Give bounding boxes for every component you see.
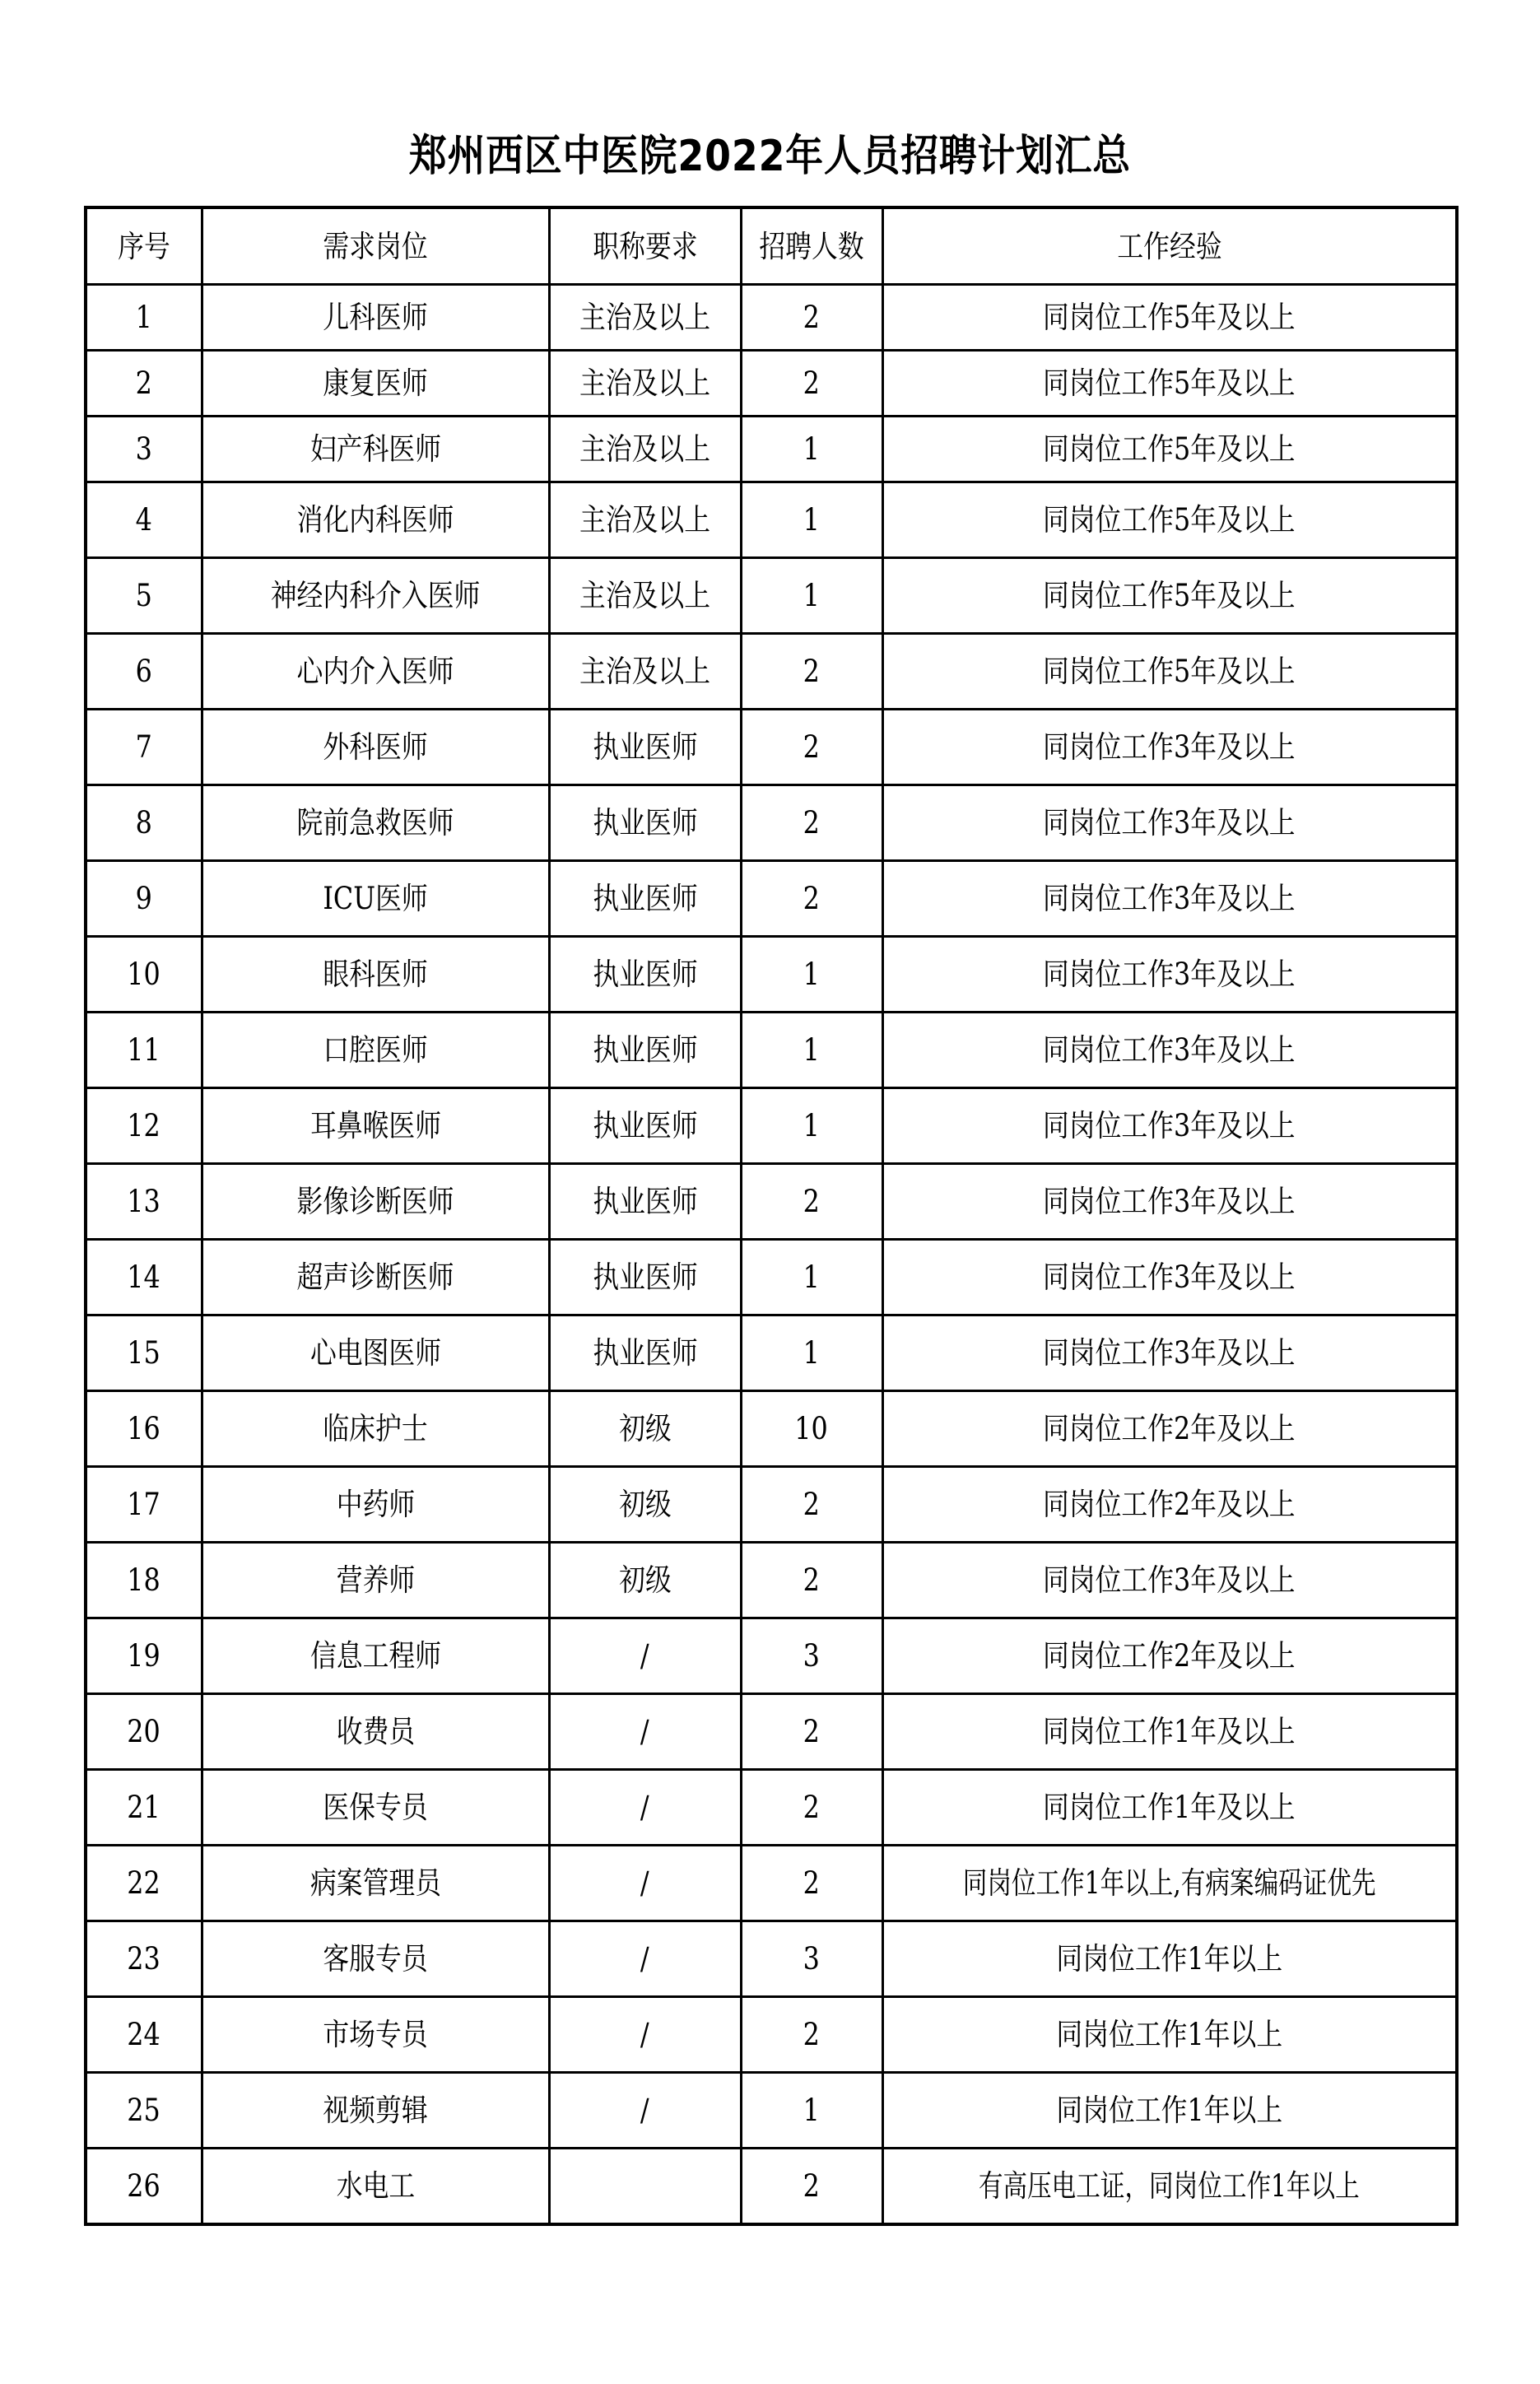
table-row (86, 1618, 1457, 1694)
cell-experience-text: 同岗位工作3年及以上 (1043, 1108, 1296, 1143)
table-row (86, 1391, 1457, 1467)
cell-title-requirement-text: 初级 (618, 1411, 672, 1446)
cell-no-text: 20 (127, 1714, 161, 1749)
header-no (86, 207, 202, 285)
cell-no (86, 710, 202, 785)
cell-position-text: 口腔医师 (323, 1032, 428, 1068)
cell-experience-text: 有高压电工证，同岗位工作1年以上 (979, 2168, 1361, 2204)
cell-experience (882, 861, 1457, 937)
cell-position (202, 1618, 549, 1694)
table-row (86, 1694, 1457, 1770)
cell-headcount (741, 1846, 882, 1921)
cell-headcount-text: 2 (803, 2017, 821, 2052)
cell-headcount (741, 558, 882, 634)
cell-no-text: 19 (127, 1638, 161, 1674)
cell-position (202, 710, 549, 785)
cell-headcount-text: 2 (803, 1184, 821, 1219)
table-row (86, 861, 1457, 937)
cell-title-requirement-text: 主治及以上 (579, 300, 711, 335)
cell-headcount (741, 710, 882, 785)
cell-experience (882, 482, 1457, 558)
cell-no-text: 26 (127, 2168, 161, 2204)
cell-position (202, 558, 549, 634)
cell-position (202, 1240, 549, 1315)
cell-position (202, 285, 549, 351)
cell-no-text: 9 (135, 881, 152, 916)
cell-position-text: 临床护士 (323, 1411, 428, 1446)
cell-title-requirement (549, 417, 741, 482)
cell-experience (882, 1997, 1457, 2073)
cell-headcount (741, 1164, 882, 1240)
cell-experience (882, 1694, 1457, 1770)
cell-no-text: 25 (127, 2093, 161, 2128)
cell-no (86, 861, 202, 937)
cell-position-text: 视频剪辑 (323, 2093, 428, 2128)
cell-headcount-text: 1 (803, 1032, 821, 1068)
cell-title-requirement-text: / (640, 1638, 649, 1674)
cell-no (86, 285, 202, 351)
cell-experience-text: 同岗位工作3年及以上 (1043, 1260, 1296, 1295)
cell-position (202, 2073, 549, 2149)
cell-headcount (741, 937, 882, 1013)
cell-title-requirement (549, 1467, 741, 1543)
cell-experience-text: 同岗位工作1年以上,有病案编码证优先 (962, 1865, 1376, 1901)
cell-no (86, 1315, 202, 1391)
cell-no-text: 24 (127, 2017, 161, 2052)
cell-no (86, 1846, 202, 1921)
table-row (86, 482, 1457, 558)
cell-headcount (741, 2073, 882, 2149)
cell-position-text: 市场专员 (323, 2017, 428, 2052)
cell-headcount-text: 2 (803, 1714, 821, 1749)
header-title-requirement (549, 207, 741, 285)
cell-title-requirement (549, 710, 741, 785)
cell-position-text: 医保专员 (323, 1790, 428, 1825)
cell-no (86, 1467, 202, 1543)
cell-no-text: 17 (127, 1487, 161, 1522)
cell-headcount-text: 1 (803, 1260, 821, 1295)
cell-position-text: 收费员 (336, 1714, 415, 1749)
cell-experience (882, 1770, 1457, 1846)
cell-title-requirement-text: 主治及以上 (579, 431, 711, 467)
cell-no (86, 634, 202, 710)
cell-title-requirement (549, 2149, 741, 2225)
cell-experience-text: 同岗位工作5年及以上 (1043, 654, 1296, 689)
cell-experience-text: 同岗位工作2年及以上 (1043, 1638, 1296, 1674)
cell-no (86, 2149, 202, 2225)
cell-position (202, 1467, 549, 1543)
cell-title-requirement (549, 482, 741, 558)
cell-no (86, 1391, 202, 1467)
cell-no-text: 4 (135, 502, 152, 538)
cell-no-text: 6 (135, 654, 152, 689)
recruitment-plan-table (84, 206, 1459, 2226)
table-row (86, 558, 1457, 634)
cell-title-requirement-text: 执业医师 (592, 1108, 698, 1143)
cell-no-text: 1 (135, 300, 152, 335)
cell-position-text: 心内介入医师 (296, 654, 454, 689)
cell-experience (882, 2073, 1457, 2149)
cell-position (202, 785, 549, 861)
table-row (86, 634, 1457, 710)
cell-headcount-text: 2 (803, 300, 821, 335)
cell-position-text: 妇产科医师 (309, 431, 441, 467)
cell-no (86, 1240, 202, 1315)
cell-headcount-text: 1 (803, 502, 821, 538)
cell-experience (882, 1391, 1457, 1467)
cell-position (202, 937, 549, 1013)
cell-position (202, 1164, 549, 1240)
cell-headcount-text: 2 (803, 366, 821, 401)
cell-title-requirement-text: 执业医师 (592, 957, 698, 992)
cell-headcount (741, 1543, 882, 1618)
cell-no (86, 417, 202, 482)
cell-experience-text: 同岗位工作1年及以上 (1043, 1714, 1296, 1749)
cell-experience-text: 同岗位工作3年及以上 (1043, 805, 1296, 840)
cell-headcount (741, 634, 882, 710)
table-row (86, 1997, 1457, 2073)
cell-title-requirement (549, 1088, 741, 1164)
cell-headcount (741, 1088, 882, 1164)
cell-headcount (741, 285, 882, 351)
cell-position-text: 信息工程师 (309, 1638, 441, 1674)
cell-position (202, 634, 549, 710)
table-row (86, 710, 1457, 785)
document-title: 郑州西区中医院2022年人员招聘计划汇总 (408, 132, 1132, 181)
cell-no-text: 23 (127, 1941, 161, 1977)
cell-title-requirement (549, 1694, 741, 1770)
cell-experience-text: 同岗位工作1年及以上 (1043, 1790, 1296, 1825)
header-headcount-label: 招聘人数 (759, 228, 864, 264)
cell-no (86, 1770, 202, 1846)
cell-experience (882, 634, 1457, 710)
cell-position-text: 神经内科介入医师 (270, 578, 481, 613)
cell-headcount-text: 1 (803, 578, 821, 613)
cell-title-requirement (549, 1543, 741, 1618)
cell-position-text: 超声诊断医师 (296, 1260, 454, 1295)
cell-title-requirement-text: 执业医师 (592, 729, 698, 765)
cell-title-requirement (549, 1997, 741, 2073)
table-row (86, 785, 1457, 861)
cell-experience (882, 351, 1457, 417)
cell-no (86, 937, 202, 1013)
cell-experience (882, 1315, 1457, 1391)
cell-title-requirement-text: 主治及以上 (579, 654, 711, 689)
cell-experience (882, 1846, 1457, 1921)
cell-no-text: 21 (127, 1790, 161, 1825)
cell-headcount-text: 2 (803, 1487, 821, 1522)
cell-title-requirement-text: / (640, 1790, 649, 1825)
cell-no-text: 11 (127, 1032, 161, 1068)
cell-no-text: 16 (127, 1411, 161, 1446)
header-experience (882, 207, 1457, 285)
cell-no (86, 2073, 202, 2149)
cell-no (86, 1013, 202, 1088)
cell-no-text: 12 (127, 1108, 161, 1143)
cell-no-text: 13 (127, 1184, 161, 1219)
cell-experience-text: 同岗位工作3年及以上 (1043, 1562, 1296, 1598)
cell-position (202, 1543, 549, 1618)
cell-experience (882, 937, 1457, 1013)
cell-experience-text: 同岗位工作2年及以上 (1043, 1411, 1296, 1446)
cell-no (86, 482, 202, 558)
cell-experience (882, 785, 1457, 861)
cell-experience (882, 1467, 1457, 1543)
cell-experience-text: 同岗位工作5年及以上 (1043, 578, 1296, 613)
cell-position (202, 1088, 549, 1164)
cell-no (86, 1694, 202, 1770)
cell-title-requirement-text: 执业医师 (592, 805, 698, 840)
cell-headcount (741, 351, 882, 417)
cell-headcount (741, 1240, 882, 1315)
cell-position-text: 中药师 (336, 1487, 415, 1522)
cell-no (86, 785, 202, 861)
cell-position-text: 耳鼻喉医师 (309, 1108, 441, 1143)
cell-title-requirement (549, 1618, 741, 1694)
cell-title-requirement-text: / (640, 2017, 649, 2052)
cell-experience-text: 同岗位工作5年及以上 (1043, 366, 1296, 401)
table-row (86, 417, 1457, 482)
cell-title-requirement (549, 351, 741, 417)
cell-experience-text: 同岗位工作3年及以上 (1043, 1032, 1296, 1068)
cell-headcount (741, 1013, 882, 1088)
cell-title-requirement-text: / (640, 1865, 649, 1901)
cell-title-requirement (549, 558, 741, 634)
table-row (86, 1315, 1457, 1391)
cell-headcount (741, 417, 882, 482)
cell-position (202, 1921, 549, 1997)
table-row (86, 285, 1457, 351)
cell-experience-text: 同岗位工作2年及以上 (1043, 1487, 1296, 1522)
cell-no-text: 3 (135, 431, 152, 467)
table-row (86, 1846, 1457, 1921)
cell-experience (882, 1618, 1457, 1694)
cell-no-text: 8 (135, 805, 152, 840)
header-title-requirement-label: 职称要求 (592, 228, 698, 264)
table-row (86, 1088, 1457, 1164)
cell-headcount-text: 1 (803, 1108, 821, 1143)
cell-headcount (741, 482, 882, 558)
cell-headcount-text: 2 (803, 881, 821, 916)
cell-headcount-text: 3 (803, 1638, 821, 1674)
table-row (86, 1770, 1457, 1846)
cell-no (86, 1164, 202, 1240)
cell-headcount (741, 1694, 882, 1770)
cell-title-requirement (549, 1770, 741, 1846)
cell-experience (882, 1088, 1457, 1164)
cell-title-requirement (549, 937, 741, 1013)
cell-experience (882, 1013, 1457, 1088)
cell-headcount (741, 1315, 882, 1391)
cell-headcount-text: 2 (803, 729, 821, 765)
cell-title-requirement (549, 1013, 741, 1088)
cell-no (86, 1543, 202, 1618)
cell-title-requirement-text: / (640, 1941, 649, 1977)
cell-title-requirement (549, 634, 741, 710)
table-row (86, 2149, 1457, 2225)
cell-no-text: 15 (127, 1335, 161, 1371)
cell-position-text: 儿科医师 (323, 300, 428, 335)
cell-title-requirement (549, 1391, 741, 1467)
cell-title-requirement-text: 执业医师 (592, 1260, 698, 1295)
cell-position-text: 病案管理员 (309, 1865, 441, 1901)
cell-no (86, 558, 202, 634)
cell-experience-text: 同岗位工作1年以上 (1056, 1941, 1283, 1977)
cell-no-text: 18 (127, 1562, 161, 1598)
cell-title-requirement-text: 主治及以上 (579, 502, 711, 538)
cell-experience (882, 1543, 1457, 1618)
cell-headcount (741, 861, 882, 937)
cell-headcount-text: 2 (803, 1790, 821, 1825)
cell-headcount (741, 1467, 882, 1543)
cell-headcount-text: 2 (803, 654, 821, 689)
cell-position (202, 1315, 549, 1391)
cell-position (202, 351, 549, 417)
cell-no-text: 7 (135, 729, 152, 765)
cell-title-requirement (549, 285, 741, 351)
cell-position-text: 消化内科医师 (296, 502, 454, 538)
cell-title-requirement-text: / (640, 1714, 649, 1749)
cell-position (202, 417, 549, 482)
cell-experience (882, 2149, 1457, 2225)
cell-experience (882, 285, 1457, 351)
cell-position (202, 1013, 549, 1088)
cell-headcount (741, 1921, 882, 1997)
cell-title-requirement-text: 主治及以上 (579, 366, 711, 401)
cell-no (86, 351, 202, 417)
table-row (86, 1921, 1457, 1997)
cell-experience-text: 同岗位工作3年及以上 (1043, 881, 1296, 916)
cell-no (86, 1088, 202, 1164)
cell-title-requirement (549, 785, 741, 861)
cell-no-text: 10 (127, 957, 161, 992)
cell-title-requirement-text: / (640, 2093, 649, 2128)
cell-no-text: 22 (127, 1865, 161, 1901)
cell-no (86, 1618, 202, 1694)
cell-headcount (741, 1391, 882, 1467)
cell-position (202, 2149, 549, 2225)
cell-title-requirement (549, 1846, 741, 1921)
cell-headcount-text: 1 (803, 2093, 821, 2128)
cell-no-text: 2 (135, 366, 152, 401)
cell-headcount (741, 1618, 882, 1694)
cell-title-requirement (549, 1240, 741, 1315)
cell-headcount (741, 785, 882, 861)
cell-title-requirement (549, 861, 741, 937)
cell-experience-text: 同岗位工作3年及以上 (1043, 729, 1296, 765)
cell-no-text: 5 (135, 578, 152, 613)
cell-position-text: 外科医师 (323, 729, 428, 765)
table-row (86, 1164, 1457, 1240)
cell-title-requirement-text: 主治及以上 (579, 578, 711, 613)
cell-headcount-text: 1 (803, 431, 821, 467)
cell-title-requirement-text: 执业医师 (592, 1184, 698, 1219)
header-headcount (741, 207, 882, 285)
cell-experience (882, 558, 1457, 634)
cell-title-requirement-text: 初级 (618, 1487, 672, 1522)
cell-position-text: 营养师 (336, 1562, 415, 1598)
table-header-row (86, 207, 1457, 285)
cell-title-requirement-text: 执业医师 (592, 1032, 698, 1068)
table-row (86, 1467, 1457, 1543)
cell-position (202, 861, 549, 937)
cell-position-text: 心电图医师 (309, 1335, 441, 1371)
cell-experience-text: 同岗位工作5年及以上 (1043, 300, 1296, 335)
cell-headcount (741, 2149, 882, 2225)
cell-title-requirement (549, 2073, 741, 2149)
table-row (86, 1013, 1457, 1088)
cell-experience (882, 1164, 1457, 1240)
cell-position-text: 客服专员 (323, 1941, 428, 1977)
cell-title-requirement-text: 执业医师 (592, 881, 698, 916)
cell-position-text: ICU医师 (323, 881, 428, 916)
cell-experience-text: 同岗位工作5年及以上 (1043, 502, 1296, 538)
cell-headcount (741, 1997, 882, 2073)
cell-headcount-text: 2 (803, 1865, 821, 1901)
header-position (202, 207, 549, 285)
cell-position-text: 影像诊断医师 (296, 1184, 454, 1219)
cell-experience (882, 1240, 1457, 1315)
table-row (86, 937, 1457, 1013)
cell-headcount-text: 3 (803, 1941, 821, 1977)
table-row (86, 1240, 1457, 1315)
cell-experience-text: 同岗位工作3年及以上 (1043, 1184, 1296, 1219)
cell-no (86, 1997, 202, 2073)
cell-position-text: 康复医师 (323, 366, 428, 401)
cell-position-text: 院前急救医师 (296, 805, 454, 840)
cell-headcount-text: 2 (803, 2168, 821, 2204)
cell-experience (882, 1921, 1457, 1997)
cell-headcount-text: 1 (803, 1335, 821, 1371)
table-row (86, 1543, 1457, 1618)
cell-experience-text: 同岗位工作3年及以上 (1043, 957, 1296, 992)
cell-experience-text: 同岗位工作3年及以上 (1043, 1335, 1296, 1371)
cell-headcount-text: 2 (803, 805, 821, 840)
header-position-label: 需求岗位 (323, 228, 428, 264)
cell-no-text: 14 (127, 1260, 161, 1295)
table-row (86, 2073, 1457, 2149)
cell-position (202, 1997, 549, 2073)
cell-title-requirement (549, 1921, 741, 1997)
cell-position (202, 1770, 549, 1846)
cell-position (202, 1391, 549, 1467)
cell-headcount-text: 1 (803, 957, 821, 992)
cell-position (202, 1846, 549, 1921)
cell-experience-text: 同岗位工作1年以上 (1056, 2093, 1283, 2128)
cell-title-requirement-text: 执业医师 (592, 1335, 698, 1371)
header-no-label: 序号 (117, 228, 170, 264)
cell-position-text: 水电工 (336, 2168, 415, 2204)
cell-headcount-text: 10 (794, 1411, 829, 1446)
cell-experience (882, 417, 1457, 482)
cell-title-requirement (549, 1315, 741, 1391)
cell-headcount (741, 1770, 882, 1846)
cell-position (202, 482, 549, 558)
cell-position-text: 眼科医师 (323, 957, 428, 992)
cell-experience-text: 同岗位工作5年及以上 (1043, 431, 1296, 467)
cell-position (202, 1694, 549, 1770)
cell-experience (882, 710, 1457, 785)
cell-experience-text: 同岗位工作1年以上 (1056, 2017, 1283, 2052)
cell-title-requirement (549, 1164, 741, 1240)
cell-headcount-text: 2 (803, 1562, 821, 1598)
cell-no (86, 1921, 202, 1997)
table-row (86, 351, 1457, 417)
cell-title-requirement-text: 初级 (618, 1562, 672, 1598)
header-experience-label: 工作经验 (1117, 228, 1222, 264)
